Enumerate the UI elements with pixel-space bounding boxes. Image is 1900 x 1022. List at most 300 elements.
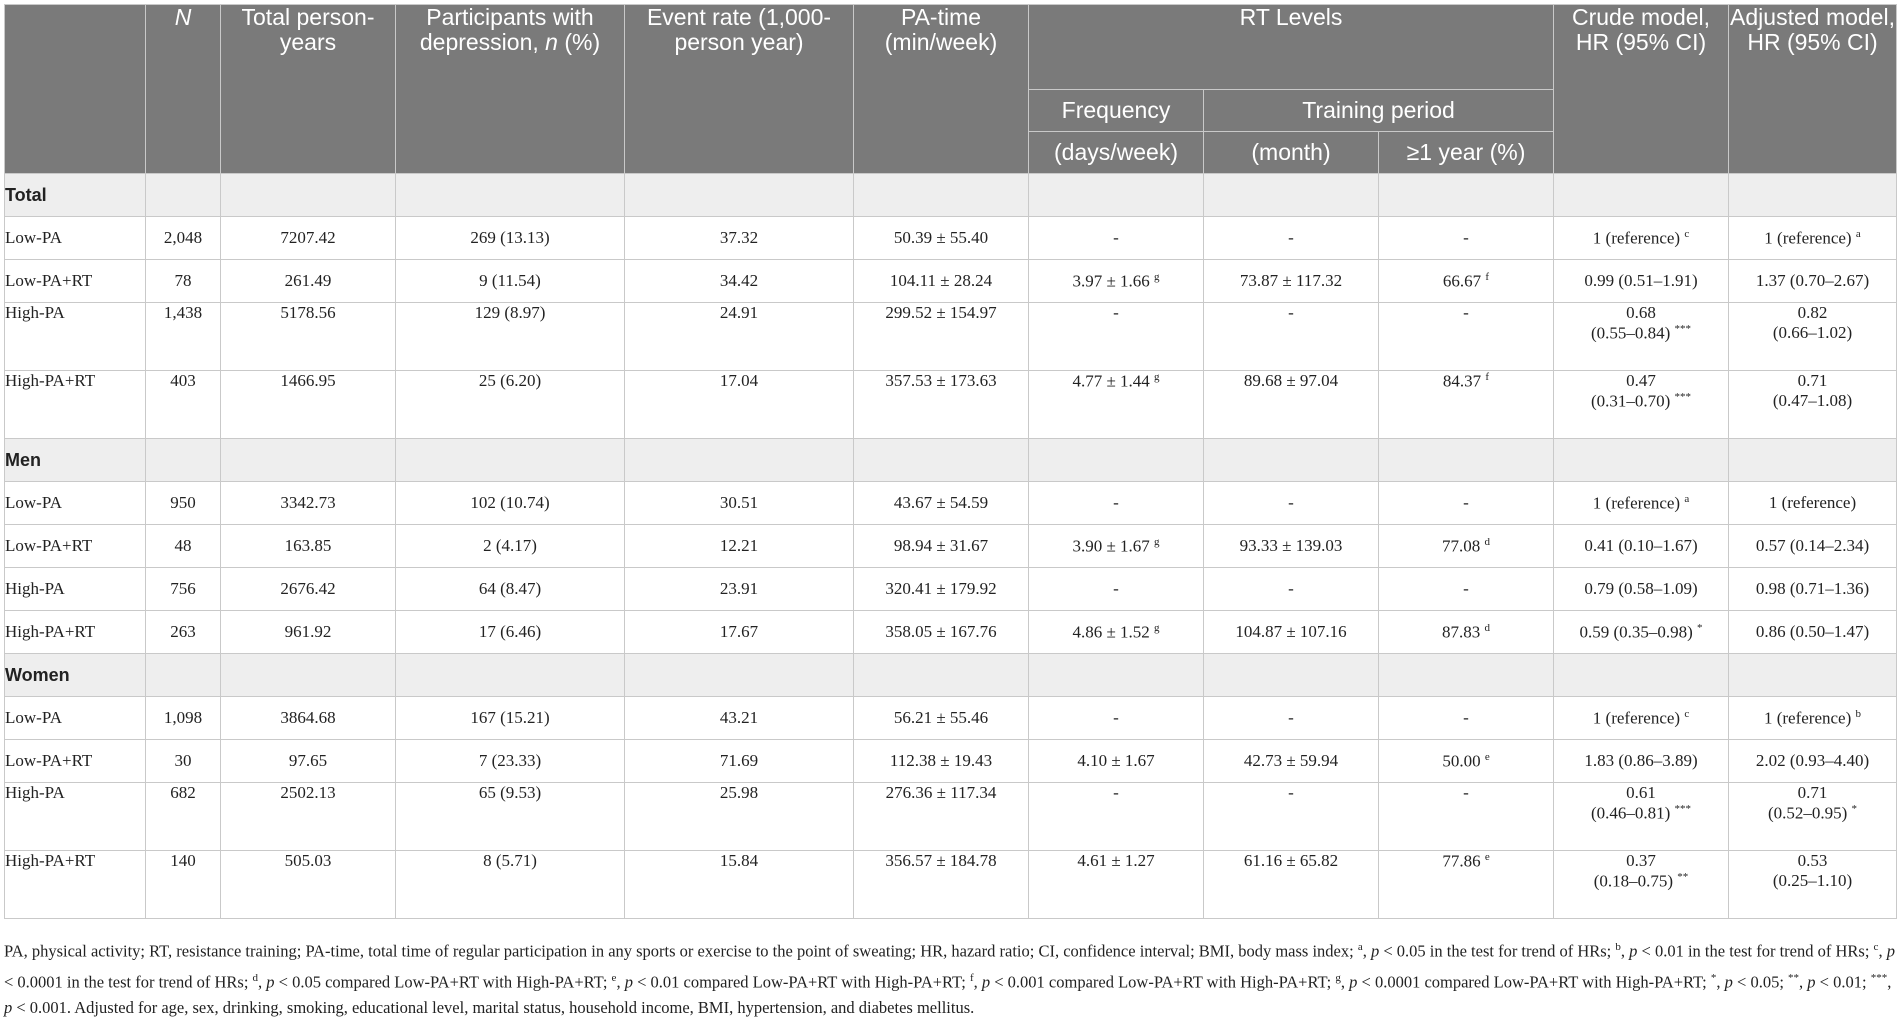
depression-text: 7 (23.33) — [478, 751, 542, 770]
header-adjusted-hr: HR (95% CI) — [1747, 29, 1878, 55]
adjusted-hr-text: 0.57 (0.14–2.34) — [1755, 536, 1870, 555]
pa-time-text: 357.53 ± 173.63 — [885, 371, 997, 390]
frequency-text: - — [1113, 783, 1119, 802]
n-text: 403 — [170, 371, 196, 390]
cell-event-rate — [625, 697, 854, 740]
header-event-rate: Event rate (1,000-person year) — [625, 5, 854, 174]
cell-group — [5, 697, 146, 740]
cell-year1 — [1379, 851, 1554, 919]
month-text: 93.33 ± 139.03 — [1239, 536, 1343, 555]
n-text: 48 — [174, 536, 192, 555]
depression-text: 2 (4.17) — [483, 536, 537, 555]
cell-n — [146, 783, 221, 851]
crude-ci-text: (0.31–0.70) — [1590, 391, 1671, 411]
adjusted-hr-text: 1 (reference) — [1768, 493, 1857, 512]
event-rate-text: 17.04 — [719, 371, 759, 390]
cell-group — [5, 783, 146, 851]
footnote-italic: p — [1370, 941, 1380, 961]
footnote-sup: d — [252, 971, 259, 984]
footnote-text: < 0.001 compared Low-PA+RT with High-PA+RT; — [990, 972, 1336, 991]
frequency-text: - — [1113, 493, 1119, 512]
adjusted-hr-text: 0.82 — [1797, 303, 1828, 322]
footnote-sup: a — [1357, 941, 1363, 953]
year1-text: - — [1463, 708, 1469, 727]
person-years-text: 3864.68 — [280, 708, 336, 727]
cell-adjusted-hr — [1729, 217, 1897, 260]
month-text: 73.87 ± 117.32 — [1239, 271, 1343, 290]
footnote-text: , — [1620, 941, 1630, 961]
adjusted-ci-text: (0.52–0.95) — [1767, 803, 1848, 823]
cell-group — [5, 371, 146, 439]
n-text: 140 — [170, 851, 196, 870]
cell-frequency — [1029, 568, 1204, 611]
cell-month — [1204, 740, 1379, 783]
section-empty-cell — [1729, 654, 1897, 697]
group-text: High-PA — [5, 303, 65, 322]
person-years-text: 7207.42 — [280, 228, 336, 247]
crude-sup: *** — [1674, 803, 1692, 815]
results-table — [4, 4, 1897, 919]
cell-depression — [396, 740, 625, 783]
event-rate-text: 17.67 — [719, 622, 759, 641]
cell-event-rate — [625, 783, 854, 851]
crude-sup: a — [1684, 492, 1690, 505]
cell-frequency — [1029, 851, 1204, 919]
cell-adjusted-hr — [1729, 482, 1897, 525]
cell-month — [1204, 611, 1379, 654]
pa-time-text: 358.05 ± 167.76 — [885, 622, 997, 641]
section-empty-cell — [625, 439, 854, 482]
footnote-text: , — [973, 972, 982, 991]
year1-text: - — [1463, 228, 1469, 247]
frequency-text: - — [1113, 708, 1119, 727]
footnote-text: < 0.05; — [1732, 972, 1789, 991]
depression-text: 25 (6.20) — [478, 371, 542, 390]
cell-adjusted-hr — [1729, 525, 1897, 568]
cell-group — [5, 525, 146, 568]
cell-crude-hr — [1554, 740, 1729, 783]
header-participants-label: Participants with depression, — [419, 4, 594, 55]
year1-text: - — [1463, 783, 1469, 802]
cell-crude-hr — [1554, 260, 1729, 303]
header-participants-pct: (%) — [564, 29, 601, 55]
adjusted-hr-text: 2.02 (0.93–4.40) — [1755, 751, 1870, 770]
cell-n — [146, 851, 221, 919]
footnote-sup: e — [611, 971, 617, 984]
depression-text: 167 (15.21) — [470, 708, 550, 727]
crude-sup: * — [1697, 621, 1703, 634]
year1-text: 84.37 — [1442, 371, 1482, 391]
cell-year1 — [1379, 482, 1554, 525]
section-empty-cell — [854, 654, 1029, 697]
crude-hr-text: 1 (reference) — [1592, 228, 1681, 248]
footnote-sup: b — [1615, 941, 1621, 953]
cell-n — [146, 482, 221, 525]
person-years-text: 5178.56 — [280, 303, 336, 322]
cell-group — [5, 260, 146, 303]
section-empty-cell — [1379, 439, 1554, 482]
cell-adjusted-hr — [1729, 371, 1897, 439]
pa-time-text: 112.38 ± 19.43 — [889, 751, 993, 770]
cell-person-years — [221, 740, 396, 783]
year1-sup: d — [1484, 535, 1490, 548]
month-text: 89.68 ± 97.04 — [1243, 371, 1339, 390]
header-participants — [396, 5, 625, 174]
cell-frequency — [1029, 371, 1204, 439]
depression-text: 8 (5.71) — [483, 851, 537, 870]
cell-year1 — [1379, 783, 1554, 851]
section-label — [5, 174, 146, 217]
section-empty-cell — [1554, 654, 1729, 697]
cell-crude-hr — [1554, 611, 1729, 654]
cell-person-years — [221, 697, 396, 740]
cell-event-rate — [625, 371, 854, 439]
footnote-text: , — [258, 972, 267, 991]
cell-year1 — [1379, 217, 1554, 260]
table-row — [5, 371, 1897, 439]
cell-person-years — [221, 568, 396, 611]
cell-crude-hr — [1554, 568, 1729, 611]
footnote-text: < 0.05 compared Low-PA+RT with High-PA+RT; — [274, 972, 612, 991]
header-total-person-years: Total person-years — [221, 5, 396, 174]
section-empty-cell — [221, 174, 396, 217]
cell-pa-time — [854, 851, 1029, 919]
cell-adjusted-hr — [1729, 568, 1897, 611]
person-years-text: 961.92 — [284, 622, 332, 641]
group-text: High-PA+RT — [5, 371, 96, 390]
section-empty-cell — [1729, 174, 1897, 217]
n-text: 1,098 — [163, 708, 203, 727]
section-empty-cell — [396, 654, 625, 697]
year1-text: 66.67 — [1442, 271, 1482, 291]
n-text: 1,438 — [163, 303, 203, 322]
footnote-italic: p — [1886, 941, 1895, 961]
cell-frequency — [1029, 303, 1204, 371]
footnote-text: , — [616, 972, 625, 991]
crude-sup: c — [1684, 707, 1690, 720]
cell-group — [5, 217, 146, 260]
section-label-text: Men — [5, 449, 41, 470]
section-label-text: Women — [5, 664, 70, 685]
adjusted-hr-text: 0.71 — [1797, 371, 1828, 390]
frequency-sup: g — [1154, 270, 1160, 283]
footnote-text: < 0.05 in the test for trend of HRs; — [1379, 941, 1616, 961]
cell-crude-hr — [1554, 783, 1729, 851]
cell-person-years — [221, 217, 396, 260]
group-text: Low-PA — [5, 708, 62, 727]
cell-year1 — [1379, 260, 1554, 303]
section-empty-cell — [146, 439, 221, 482]
n-text: 30 — [174, 751, 192, 770]
cell-month — [1204, 783, 1379, 851]
header-frequency: Frequency — [1029, 90, 1204, 132]
adjusted-sup: a — [1855, 227, 1861, 240]
footnote-italic: p — [624, 972, 633, 991]
footnote-text: , — [1878, 941, 1887, 961]
cell-group — [5, 851, 146, 919]
crude-sup: c — [1684, 227, 1690, 240]
cell-n — [146, 740, 221, 783]
year1-text: - — [1463, 303, 1469, 322]
adjusted-hr-text: 1 (reference) — [1763, 708, 1852, 728]
frequency-text: 4.61 ± 1.27 — [1077, 851, 1155, 870]
cell-pa-time — [854, 740, 1029, 783]
section-empty-cell — [146, 654, 221, 697]
month-text: - — [1288, 708, 1294, 727]
section-empty-cell — [1729, 439, 1897, 482]
crude-ci-text: (0.55–0.84) — [1590, 323, 1671, 343]
adjusted-sup: b — [1855, 707, 1862, 720]
pa-time-text: 276.36 ± 117.34 — [885, 783, 997, 802]
adjusted-hr-text: 0.53 — [1797, 851, 1828, 870]
footnote-italic: p — [4, 998, 13, 1017]
footnote-text: < 0.01 in the test for trend of HRs; — [1637, 941, 1874, 961]
cell-frequency — [1029, 525, 1204, 568]
cell-pa-time — [854, 568, 1029, 611]
month-text: 42.73 ± 59.94 — [1243, 751, 1339, 770]
footnote-text: < 0.01; — [1815, 972, 1871, 991]
cell-event-rate — [625, 303, 854, 371]
depression-text: 269 (13.13) — [470, 228, 550, 247]
footnote-sup: c — [1873, 941, 1879, 953]
cell-frequency — [1029, 740, 1204, 783]
section-empty-cell — [854, 439, 1029, 482]
cell-month — [1204, 482, 1379, 525]
event-rate-text: 12.21 — [719, 536, 759, 555]
frequency-sup: g — [1154, 535, 1160, 548]
year1-text: 87.83 — [1442, 622, 1481, 642]
section-empty-cell — [854, 174, 1029, 217]
cell-pa-time — [854, 303, 1029, 371]
cell-pa-time — [854, 260, 1029, 303]
section-label — [5, 654, 146, 697]
footnote-text: , — [1340, 972, 1350, 991]
footnote-italic: p — [1724, 972, 1733, 991]
header-month: (month) — [1204, 132, 1379, 174]
footnote-text: , — [1362, 941, 1371, 961]
cell-depression — [396, 371, 625, 439]
cell-adjusted-hr — [1729, 260, 1897, 303]
cell-year1 — [1379, 568, 1554, 611]
footnote-sup: *** — [1870, 971, 1888, 984]
footnote-text: < 0.0001 compared Low-PA+RT with High-PA+RT; — [1357, 972, 1711, 991]
cell-crude-hr — [1554, 217, 1729, 260]
frequency-sup: g — [1154, 371, 1160, 383]
month-text: - — [1288, 228, 1294, 247]
cell-frequency — [1029, 482, 1204, 525]
cell-month — [1204, 697, 1379, 740]
year1-sup: e — [1484, 750, 1490, 763]
section-empty-cell — [1029, 654, 1204, 697]
cell-group — [5, 740, 146, 783]
cell-n — [146, 611, 221, 654]
n-text: 950 — [170, 493, 196, 512]
table-row — [5, 611, 1897, 654]
section-empty-cell — [1204, 439, 1379, 482]
pa-time-text: 50.39 ± 55.40 — [893, 228, 989, 247]
year1-sup: e — [1484, 851, 1490, 863]
footnote-text: < 0.001. Adjusted for age, sex, drinking, smoking, educational level, marital status, household income, BMI, hypertension, and diabetes mellitus. — [12, 998, 975, 1017]
person-years-text: 2502.13 — [280, 783, 336, 802]
table-row — [5, 303, 1897, 371]
cell-event-rate — [625, 525, 854, 568]
section-label — [5, 439, 146, 482]
section-empty-cell — [396, 439, 625, 482]
cell-pa-time — [854, 482, 1029, 525]
n-text: 2,048 — [163, 228, 203, 247]
frequency-text: 4.77 ± 1.44 — [1072, 371, 1150, 391]
frequency-text: - — [1113, 303, 1119, 322]
cell-event-rate — [625, 740, 854, 783]
cell-month — [1204, 260, 1379, 303]
cell-pa-time — [854, 217, 1029, 260]
table-footnote — [4, 934, 1896, 1021]
footnote-sup: g — [1335, 971, 1341, 984]
header-adjusted-label: Adjusted model, — [1730, 4, 1895, 30]
cell-pa-time — [854, 783, 1029, 851]
footnote-text: , — [1799, 972, 1808, 991]
person-years-text: 505.03 — [284, 851, 332, 870]
section-empty-cell — [1029, 174, 1204, 217]
cell-person-years — [221, 851, 396, 919]
cell-n — [146, 217, 221, 260]
pa-time-text: 356.57 ± 184.78 — [885, 851, 997, 870]
header-rt-levels: RT Levels — [1029, 5, 1554, 90]
header-frequency-unit: (days/week) — [1029, 132, 1204, 174]
cell-year1 — [1379, 697, 1554, 740]
crude-hr-text: 1 (reference) — [1592, 493, 1681, 513]
footnote-text: < 0.01 compared Low-PA+RT with High-PA+RT; — [632, 972, 970, 991]
event-rate-text: 30.51 — [719, 493, 759, 512]
cell-adjusted-hr — [1729, 851, 1897, 919]
cell-pa-time — [854, 697, 1029, 740]
event-rate-text: 15.84 — [719, 851, 759, 870]
cell-crude-hr — [1554, 697, 1729, 740]
group-text: Low-PA+RT — [5, 751, 93, 770]
header-crude-model: Crude model, HR (95% CI) — [1554, 5, 1729, 174]
adjusted-hr-text: 0.98 (0.71–1.36) — [1755, 579, 1870, 598]
cell-n — [146, 260, 221, 303]
pa-time-text: 43.67 ± 54.59 — [893, 493, 989, 512]
header-year1: ≥1 year (%) — [1379, 132, 1554, 174]
month-text: 104.87 ± 107.16 — [1235, 622, 1347, 641]
footnote-text: PA, physical activity; RT, resistance training; PA-time, total time of regular participation in any sports or exercise to the point of sweating; HR, hazard ratio; CI, confidence interval; BMI, body mass index; — [4, 941, 1358, 961]
cell-month — [1204, 371, 1379, 439]
cell-crude-hr — [1554, 303, 1729, 371]
adjusted-ci-text: (0.66–1.02) — [1772, 323, 1853, 342]
cell-person-years — [221, 783, 396, 851]
frequency-text: - — [1113, 228, 1119, 247]
crude-sup: ** — [1677, 871, 1689, 883]
cell-depression — [396, 697, 625, 740]
cell-frequency — [1029, 697, 1204, 740]
adjusted-hr-text: 1.37 (0.70–2.67) — [1755, 271, 1870, 290]
footnote-sup: f — [969, 971, 974, 984]
adjusted-hr-text: 1 (reference) — [1764, 228, 1852, 248]
header-adjusted-model — [1729, 5, 1897, 174]
pa-time-text: 56.21 ± 55.46 — [893, 708, 989, 727]
cell-person-years — [221, 371, 396, 439]
cell-event-rate — [625, 217, 854, 260]
section-empty-cell — [221, 654, 396, 697]
section-empty-cell — [1379, 654, 1554, 697]
cell-crude-hr — [1554, 851, 1729, 919]
footnote-text: , — [1887, 972, 1892, 991]
footnote-italic: p — [1349, 972, 1358, 991]
table-row — [5, 851, 1897, 919]
cell-group — [5, 482, 146, 525]
cell-frequency — [1029, 217, 1204, 260]
cell-depression — [396, 303, 625, 371]
section-empty-cell — [1029, 439, 1204, 482]
header-group — [5, 5, 146, 174]
frequency-text: 3.97 ± 1.66 — [1072, 271, 1150, 291]
cell-depression — [396, 217, 625, 260]
crude-ci-text: (0.46–0.81) — [1590, 803, 1671, 823]
n-text: 756 — [170, 579, 196, 598]
frequency-text: 3.90 ± 1.67 — [1072, 536, 1150, 556]
cell-year1 — [1379, 525, 1554, 568]
person-years-text: 1466.95 — [280, 371, 336, 390]
depression-text: 17 (6.46) — [478, 622, 542, 641]
crude-hr-text: 0.37 — [1626, 851, 1656, 870]
adjusted-ci-text: (0.25–1.10) — [1772, 871, 1853, 890]
cell-n — [146, 568, 221, 611]
group-text: Low-PA — [5, 228, 62, 247]
cell-month — [1204, 303, 1379, 371]
cell-depression — [396, 783, 625, 851]
n-text: 682 — [170, 783, 196, 802]
month-text: - — [1288, 493, 1294, 512]
cell-month — [1204, 568, 1379, 611]
cell-group — [5, 611, 146, 654]
section-empty-cell — [396, 174, 625, 217]
year1-text: 50.00 — [1442, 751, 1481, 771]
section-row — [5, 439, 1897, 482]
crude-hr-text: 1.83 (0.86–3.89) — [1584, 751, 1698, 770]
frequency-text: 4.10 ± 1.67 — [1077, 751, 1155, 770]
cell-depression — [396, 611, 625, 654]
footnote-text: , — [1716, 972, 1725, 991]
crude-hr-text: 0.47 — [1626, 371, 1656, 390]
footnote-italic: p — [266, 972, 275, 991]
cell-depression — [396, 525, 625, 568]
section-row — [5, 654, 1897, 697]
frequency-sup: g — [1154, 621, 1160, 634]
cell-pa-time — [854, 611, 1029, 654]
pa-time-text: 299.52 ± 154.97 — [885, 303, 997, 322]
group-text: High-PA+RT — [5, 851, 96, 870]
group-text: High-PA — [5, 579, 65, 598]
month-text: 61.16 ± 65.82 — [1243, 851, 1339, 870]
pa-time-text: 320.41 ± 179.92 — [885, 579, 997, 598]
group-text: Low-PA+RT — [5, 536, 93, 555]
cell-month — [1204, 851, 1379, 919]
cell-year1 — [1379, 740, 1554, 783]
table-header — [5, 5, 1897, 174]
month-text: - — [1288, 783, 1294, 802]
cell-n — [146, 525, 221, 568]
crude-hr-text: 0.59 (0.35–0.98) — [1579, 622, 1693, 642]
cell-n — [146, 371, 221, 439]
event-rate-text: 71.69 — [719, 751, 759, 770]
adjusted-sup: * — [1851, 803, 1858, 815]
table-row — [5, 740, 1897, 783]
section-empty-cell — [1554, 174, 1729, 217]
cell-adjusted-hr — [1729, 697, 1897, 740]
person-years-text: 3342.73 — [280, 493, 336, 512]
cell-adjusted-hr — [1729, 783, 1897, 851]
